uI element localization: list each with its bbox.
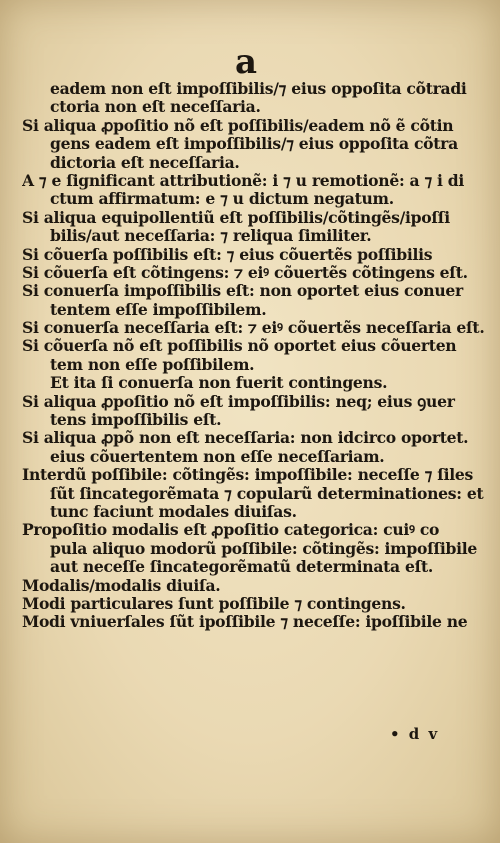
page-footer-signature: • d v [390,725,440,743]
text-line: Interdũ poſſibile: cõtingẽs: impoſſibile: neceſſe ⁊ ſiles [22,466,473,485]
text-line: tem non eſſe poſſibilem. [50,355,255,374]
text-line: Propoſitio modalis eſt ꝓpoſitio categorica: cuiꝰ co [22,521,440,540]
text-line: dictoria eſt neceſſaria. [50,153,240,172]
text-line: eius cõuertentem non eſſe neceſſariam. [50,447,385,466]
text-line: ctum affirmatum: e ⁊ u dictum negatum. [50,190,394,209]
text-line: tunc faciunt modales diuiſas. [50,502,297,521]
text-block [22,80,488,632]
text-line: gens eadem eſt impoſſibilis/⁊ eius oppoſita cõtra [50,135,458,154]
text-line: pula aliquo modorũ poſſibile: cõtingẽs: impoſſibile [50,539,477,558]
text-line: tentem eſſe impoſſibilem. [50,300,267,319]
text-line: Si conuerſa neceſſaria eſt: ⁊ eiꝰ cõuertẽs neceſſaria eſt. [22,319,485,338]
text-line: Si cõuerſa poſſibilis eſt: ⁊ eius cõuertẽs poſſibilis [22,245,433,264]
text-line: Si aliqua ꝓpõ non eſt neceſſaria: non idcirco oportet. [22,429,469,448]
text-line: ctoria non eſt neceſſaria. [50,98,261,117]
text-line: A ⁊ e ſignificant attributionẽ: i ⁊ u remotionẽ: a ⁊ i di [22,171,465,190]
text-line: Si cõuerſa eſt cõtingens: ⁊ eiꝰ cõuertẽs cõtingens eſt. [22,263,468,282]
text-line: Si conuerſa impoſſibilis eſt: non oportet eius conuer [22,282,463,301]
signature-mark: a [234,42,258,82]
text-line: Et ita ſi conuerſa non fuerit contingens. [50,374,388,393]
text-line: tens impoſſibilis eſt. [50,411,222,430]
text-line: Modi particulares ſunt poſſibile ⁊ contingens. [22,594,406,613]
text-line: ſũt ſincategorẽmata ⁊ copularũ determinationes: et [50,484,484,503]
text-line: eadem non eſt impoſſibilis/⁊ eius oppoſita cõtradi [50,80,467,98]
text-line: aut neceſſe ſincategorẽmatũ determinata eſt. [50,558,434,577]
text-line: Si cõuerſa nõ eſt poſſibilis nõ oportet eius cõuerten [22,337,457,356]
text-line: Si aliqua equipollentiũ eſt poſſibilis/cõtingẽs/ipoſſi [22,208,450,227]
text-line: Modalis/modalis diuiſa. [22,576,221,595]
text-line: Modi vniuerſales ſũt ipoſſibile ⁊ neceſſe: ipoſſibile ne [22,613,468,632]
text-line: bilis/aut neceſſaria: ⁊ reliqua ſimiliter. [50,227,372,246]
text-line: Si aliqua ꝓpoſitio nõ eſt poſſibilis/eadem nõ ẽ cõtin [22,116,454,135]
text-line: Si aliqua ꝓpoſitio nõ eſt impoſſibilis: neq; eius ꝯuer [22,392,455,411]
